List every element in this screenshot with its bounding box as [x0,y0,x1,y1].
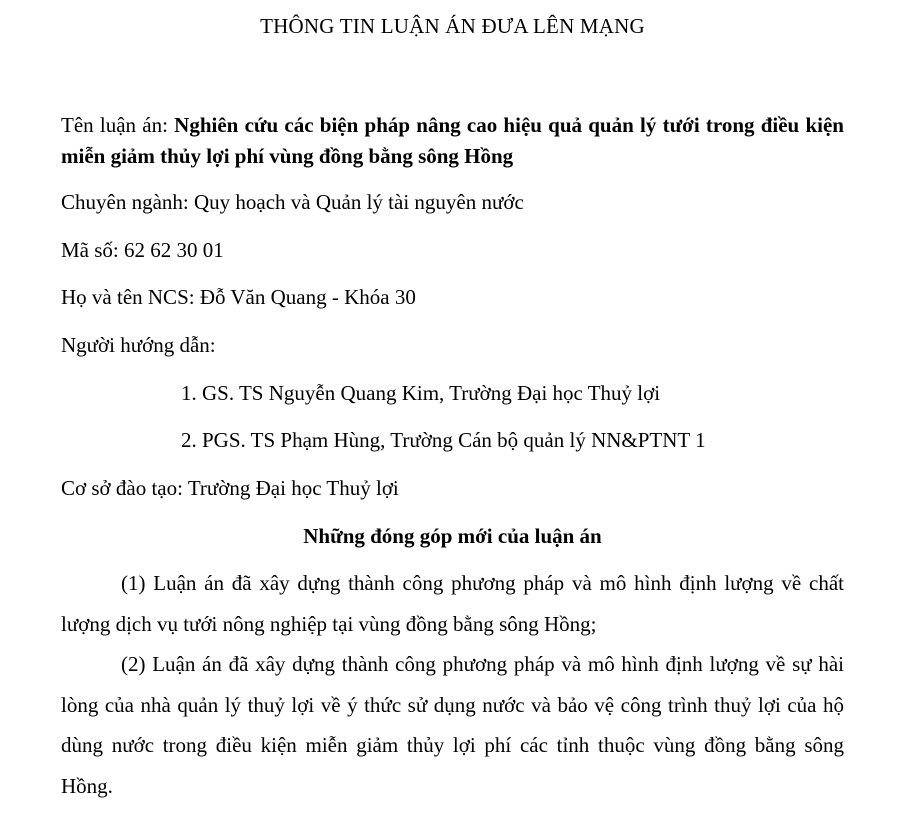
thesis-label: Tên luận án: [61,113,175,137]
advisor-item-2: 2. PGS. TS Phạm Hùng, Trường Cán bộ quản lý NN&PTNT 1 [181,428,706,452]
author-line: Họ và tên NCS: Đỗ Văn Quang - Khóa 30 [61,285,416,309]
contributions-heading: Những đóng góp mới của luận án [303,524,602,548]
institution-line: Cơ sở đào tạo: Trường Đại học Thuỷ lợi [61,476,399,500]
thesis-title-block [61,110,844,172]
document-title: THÔNG TIN LUẬN ÁN ĐƯA LÊN MẠNG [260,14,645,38]
thesis-title: Nghiên cứu các biện pháp nâng cao hiệu quả quản lý tưới trong điều kiện miễn giảm thủy lợi phí vùng đồng bằng sông Hồng [61,113,844,168]
contribution-paragraph-2: (2) Luận án đã xây dựng thành công phương pháp và mô hình định lượng về sự hài lòng của nhà quản lý thuỷ lợi về ý thức sử dụng nước và bảo vệ công trình thuỷ lợi của hộ dùng nước trong điều kiện miễn giảm thủy lợi phí các tỉnh thuộc vùng đồng bằng sông Hồng. [61,652,844,798]
code-line: Mã số: 62 62 30 01 [61,238,224,262]
advisors-label: Người hướng dẫn: [61,333,216,357]
major-line: Chuyên ngành: Quy hoạch và Quản lý tài nguyên nước [61,190,524,214]
advisor-item-1: 1. GS. TS Nguyễn Quang Kim, Trường Đại học Thuỷ lợi [181,381,661,405]
contribution-paragraph-1: (1) Luận án đã xây dựng thành công phương pháp và mô hình định lượng về chất lượng dịch vụ tưới nông nghiệp tại vùng đồng bằng sông Hồng; [61,571,844,636]
